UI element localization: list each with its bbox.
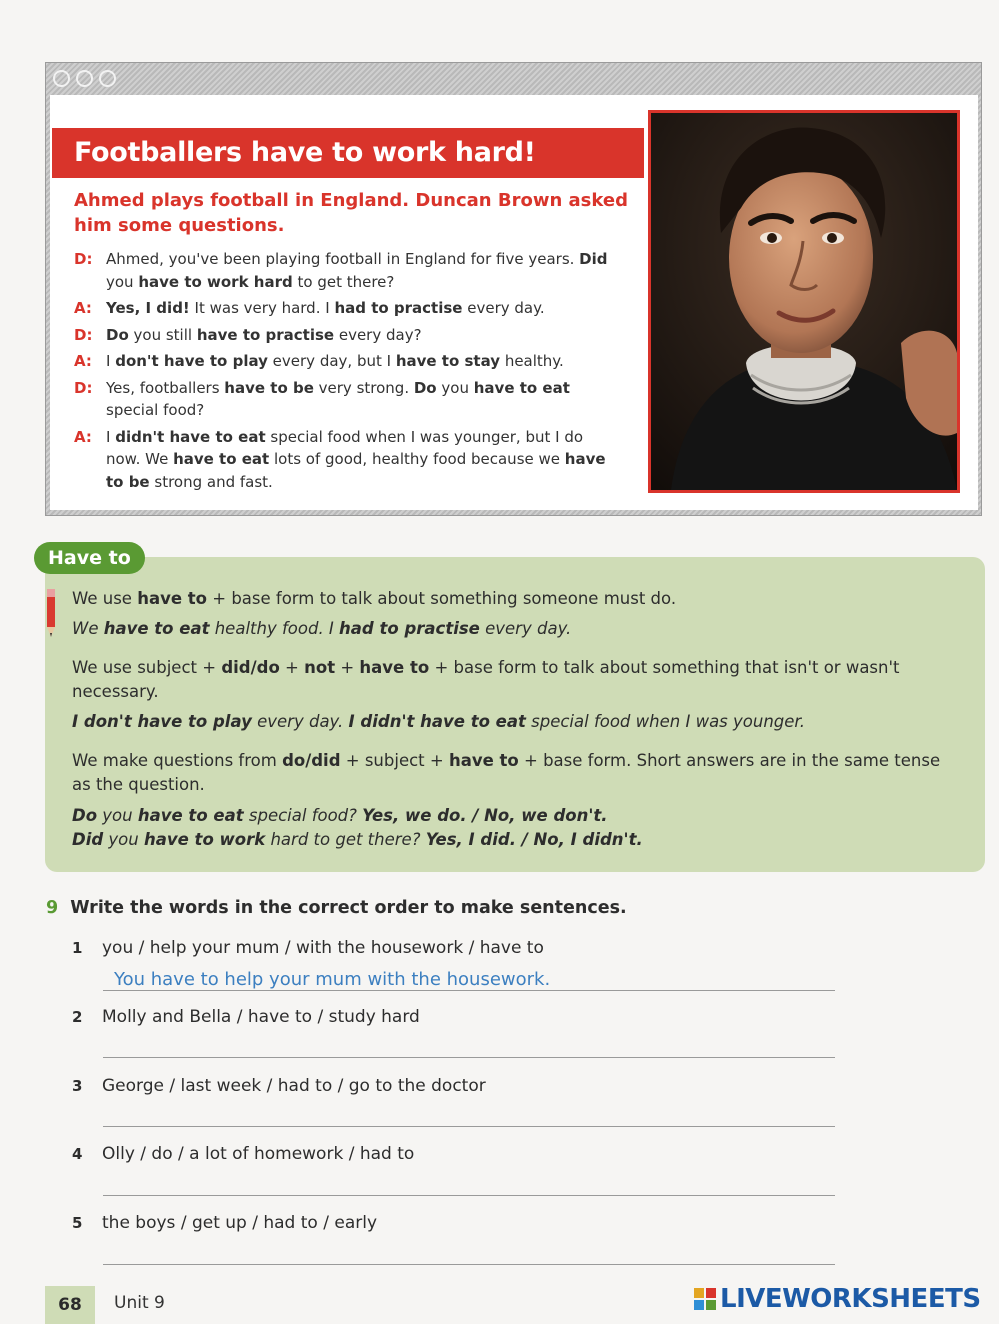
item-number: 1 (72, 939, 83, 957)
text: you still (128, 325, 197, 344)
answer-field-3[interactable] (103, 1126, 835, 1127)
item-prompt: George / last week / had to / go to the doctor (102, 1076, 486, 1096)
bold-text: Yes, I did. / No, I didn't. (425, 830, 643, 849)
dialogue-turn (74, 350, 614, 373)
bold-text: have to eat (173, 450, 270, 468)
bold-text: did/do (221, 658, 280, 677)
answer-field-4[interactable] (103, 1195, 835, 1196)
exercise-item (72, 1076, 486, 1096)
text: We use (72, 589, 138, 608)
bold-text: I didn't have to eat (348, 712, 526, 731)
bold-text: have to be (106, 450, 606, 491)
exercise-instruction: Write the words in the correct order to make sentences. (70, 898, 627, 918)
text: every day? (334, 325, 422, 344)
bold-text: Do (413, 378, 437, 397)
text: lots of good, healthy food because we (269, 450, 565, 468)
exercise-item (72, 1007, 420, 1027)
dialogue-text (106, 350, 564, 373)
text: + (279, 658, 305, 677)
bold-text: had to practise (334, 299, 463, 317)
speaker-label: A: (74, 352, 92, 370)
text: + (335, 658, 360, 677)
bold-text: Do (72, 806, 98, 825)
item-prompt: Olly / do / a lot of homework / had to (102, 1144, 415, 1164)
bold-text: have to be (224, 378, 314, 397)
bold-text: Did (579, 250, 608, 268)
grammar-rule-2 (72, 656, 952, 704)
grammar-rule-1 (72, 587, 952, 611)
bold-text: do/did (282, 751, 341, 770)
article-title: Footballers have to work hard! (52, 128, 644, 178)
speaker-label: D: (74, 250, 93, 268)
bold-text: Did (72, 830, 104, 849)
text: We make questions from (72, 751, 283, 770)
bold-text: Yes, I did! (106, 299, 190, 317)
text: strong and fast. (149, 472, 273, 491)
grammar-example-4 (72, 828, 952, 852)
exercise-item (72, 938, 544, 958)
bold-text: I don't have to play (72, 712, 252, 731)
exercise-number: 9 (46, 898, 59, 918)
liveworksheets-brand: LIVEWORKSHEETS (720, 1284, 981, 1314)
bold-text: have to (359, 658, 430, 677)
dialogue-turn (74, 248, 614, 293)
text: Yes, footballers (106, 378, 225, 397)
page-number: 68 (45, 1286, 95, 1324)
answer-field-1[interactable]: You have to help your mum with the housework. (114, 969, 551, 990)
dialogue-text (106, 297, 545, 320)
text: Ahmed, you've been playing football in England for five years. (106, 250, 580, 268)
window-circle-icon (76, 70, 93, 87)
bold-text: have to stay (395, 352, 501, 370)
grammar-rule-3 (72, 749, 952, 797)
text: you (103, 830, 144, 849)
speaker-label: A: (74, 299, 92, 317)
bold-text: don't have to play (115, 352, 268, 370)
bold-text: have to work (143, 830, 266, 849)
speaker-label: D: (74, 378, 93, 397)
item-number: 4 (72, 1145, 83, 1163)
answer-field-2[interactable] (103, 1057, 835, 1058)
text: hard to get there? (265, 830, 426, 849)
text: It was very hard. I (189, 299, 335, 317)
item-prompt: the boys / get up / had to / early (102, 1213, 378, 1233)
item-number: 5 (72, 1214, 83, 1232)
speaker-label: D: (74, 325, 93, 344)
bold-text: Do (106, 325, 129, 344)
footballer-photo (648, 110, 960, 493)
window-circle-icon (53, 70, 70, 87)
speaker-label: A: (74, 427, 92, 446)
item-number: 3 (72, 1077, 83, 1095)
text: you (97, 806, 138, 825)
text: to get there? (292, 272, 395, 291)
dialogue-turn (74, 324, 614, 347)
bold-text: have to (137, 589, 207, 608)
bold-text: Yes, we do. / No, we don't. (362, 806, 608, 825)
grammar-example-2 (72, 710, 952, 734)
bold-text: have to practise (196, 325, 335, 344)
bold-text: have to eat (137, 806, 244, 825)
bold-text: didn't have to eat (115, 427, 266, 446)
text: special food when I was younger, but I do now. We (106, 427, 584, 468)
text: We (72, 619, 104, 638)
exercise-item (72, 1213, 377, 1233)
item-prompt: Molly and Bella / have to / study hard (102, 1007, 420, 1027)
text: healthy food. I (209, 619, 340, 638)
exercise-heading (46, 898, 627, 918)
grammar-example-3 (72, 804, 952, 828)
text: every day. (251, 712, 349, 731)
text: you (106, 272, 139, 291)
footballer-portrait-icon (651, 113, 957, 490)
text: very strong. (313, 378, 414, 397)
dialogue-turn (74, 377, 614, 422)
unit-label: Unit 9 (114, 1293, 165, 1313)
bold-text: have to (448, 751, 519, 770)
dialogue-text (106, 248, 614, 293)
text: + base form to talk about something that isn't or wasn't necessary. (72, 658, 900, 701)
dialogue-text (106, 377, 614, 422)
text: healthy. (500, 352, 564, 370)
text: special food? (106, 401, 205, 419)
dialogue-text (106, 426, 614, 494)
dialogue-turn (74, 426, 614, 494)
text: every day, but I (267, 352, 396, 370)
bold-text: had to practise (339, 619, 480, 638)
liveworksheets-grid-icon (694, 1288, 716, 1310)
dialogue-turn (74, 297, 614, 320)
grammar-example-1 (72, 617, 952, 641)
text: + base form. Short answers are in the same tense as the question. (72, 751, 941, 794)
text: special food when I was younger. (525, 712, 805, 731)
article-intro: Ahmed plays football in England. Duncan Brown asked him some questions. (74, 190, 628, 236)
text: you (436, 378, 474, 397)
text: every day. (479, 619, 572, 638)
answer-line (103, 990, 835, 991)
text: + subject + (340, 751, 449, 770)
bold-text: have to eat (103, 619, 210, 638)
bold-text: have to work hard (138, 272, 293, 291)
bold-text: have to eat (473, 378, 570, 397)
text: I (106, 427, 116, 446)
item-number: 2 (72, 1008, 83, 1026)
text: We use subject + (72, 658, 222, 677)
item-prompt: you / help your mum / with the housework / have to (102, 938, 544, 958)
text: + base form to talk about something someone must do. (207, 589, 677, 608)
liveworksheets-logo[interactable] (694, 1284, 981, 1314)
window-circle-icon (99, 70, 116, 87)
bold-text: not (304, 658, 336, 677)
text: special food? (243, 806, 363, 825)
text: I (106, 352, 116, 370)
answer-field-5[interactable] (103, 1264, 835, 1265)
dialogue-text (106, 324, 422, 347)
interview-dialogue (74, 248, 614, 497)
text: every day. (462, 299, 545, 317)
pencil-icon (38, 587, 64, 639)
exercise-item (72, 1144, 414, 1164)
grammar-tab-label: Have to (34, 542, 145, 574)
